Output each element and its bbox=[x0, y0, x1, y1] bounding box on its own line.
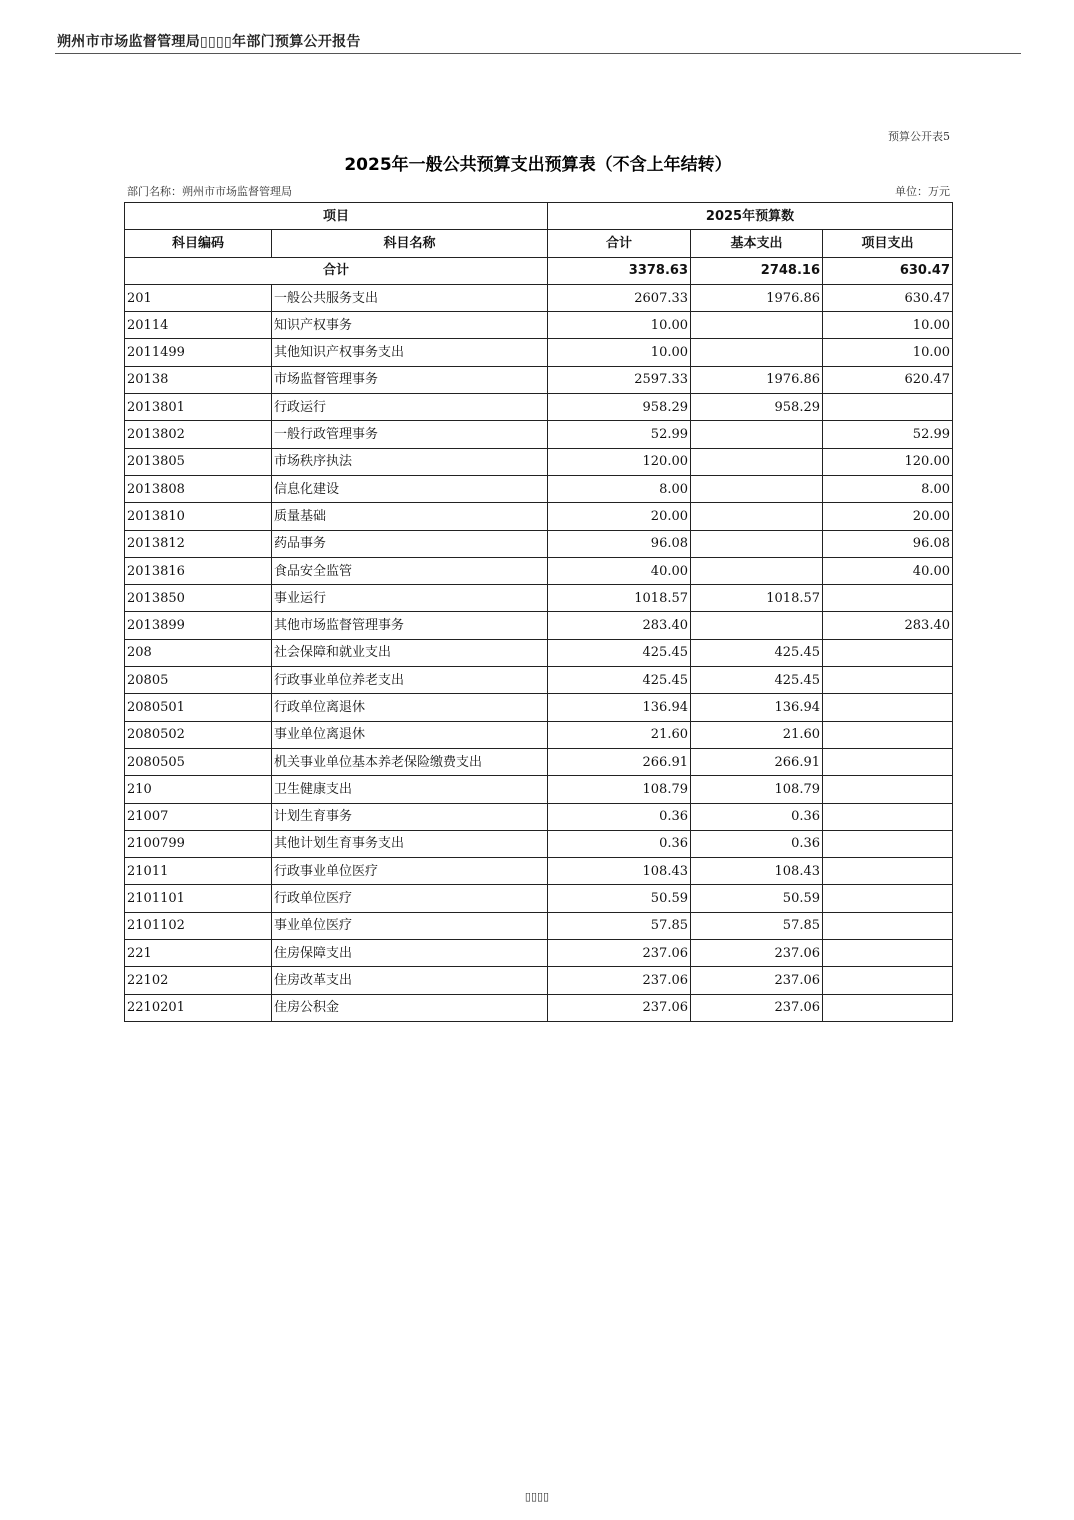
total-amount: 3378.63 bbox=[548, 257, 691, 284]
row-basic: 21.60 bbox=[691, 721, 823, 748]
row-name: 卫生健康支出 bbox=[272, 776, 548, 803]
table-row bbox=[125, 721, 953, 748]
table-row bbox=[125, 940, 953, 967]
row-project: 10.00 bbox=[823, 339, 953, 366]
table-row bbox=[125, 803, 953, 830]
row-total: 108.43 bbox=[548, 858, 691, 885]
row-code: 2013801 bbox=[125, 394, 272, 421]
row-code: 2013802 bbox=[125, 421, 272, 448]
page-number: ▯▯▯▯ bbox=[524, 1490, 550, 1503]
row-name: 行政单位离退休 bbox=[272, 694, 548, 721]
row-project: 630.47 bbox=[823, 284, 953, 311]
table-row bbox=[125, 667, 953, 694]
total-project: 630.47 bbox=[823, 257, 953, 284]
row-code: 2210201 bbox=[125, 994, 272, 1021]
row-basic bbox=[691, 421, 823, 448]
table-row bbox=[125, 748, 953, 775]
col-header-total: 合计 bbox=[548, 230, 691, 257]
row-basic: 0.36 bbox=[691, 830, 823, 857]
row-name: 其他计划生育事务支出 bbox=[272, 830, 548, 857]
row-basic: 1018.57 bbox=[691, 585, 823, 612]
col-header-name: 科目名称 bbox=[272, 230, 548, 257]
table-row bbox=[125, 776, 953, 803]
row-basic: 108.79 bbox=[691, 776, 823, 803]
row-basic: 237.06 bbox=[691, 967, 823, 994]
row-total: 237.06 bbox=[548, 940, 691, 967]
table-row bbox=[125, 967, 953, 994]
table-title: 2025年一般公共预算支出预算表（不含上年结转） bbox=[344, 155, 732, 175]
table-row bbox=[125, 694, 953, 721]
row-code: 20114 bbox=[125, 312, 272, 339]
table-row bbox=[125, 339, 953, 366]
total-label: 合计 bbox=[125, 257, 548, 284]
row-name: 行政运行 bbox=[272, 394, 548, 421]
row-total: 2597.33 bbox=[548, 366, 691, 393]
row-basic: 266.91 bbox=[691, 748, 823, 775]
row-basic bbox=[691, 530, 823, 557]
row-project: 40.00 bbox=[823, 557, 953, 584]
table-row bbox=[125, 994, 953, 1021]
row-total: 20.00 bbox=[548, 503, 691, 530]
table-row bbox=[125, 421, 953, 448]
table-row bbox=[125, 448, 953, 475]
row-name: 住房保障支出 bbox=[272, 940, 548, 967]
row-name: 事业运行 bbox=[272, 585, 548, 612]
group-header-row bbox=[125, 203, 953, 230]
row-project bbox=[823, 885, 953, 912]
row-project bbox=[823, 858, 953, 885]
row-project: 52.99 bbox=[823, 421, 953, 448]
table-row bbox=[125, 612, 953, 639]
row-total: 21.60 bbox=[548, 721, 691, 748]
row-name: 药品事务 bbox=[272, 530, 548, 557]
row-name: 住房改革支出 bbox=[272, 967, 548, 994]
row-project bbox=[823, 639, 953, 666]
table-row bbox=[125, 585, 953, 612]
row-code: 2101101 bbox=[125, 885, 272, 912]
group-header-project: 项目 bbox=[125, 203, 548, 230]
budget-table bbox=[124, 202, 953, 1022]
row-code: 2013812 bbox=[125, 530, 272, 557]
row-basic bbox=[691, 312, 823, 339]
row-total: 108.79 bbox=[548, 776, 691, 803]
table-row bbox=[125, 366, 953, 393]
table-row bbox=[125, 557, 953, 584]
row-name: 市场秩序执法 bbox=[272, 448, 548, 475]
row-code: 2100799 bbox=[125, 830, 272, 857]
row-name: 行政事业单位医疗 bbox=[272, 858, 548, 885]
row-name: 其他知识产权事务支出 bbox=[272, 339, 548, 366]
unit-label: 单位：万元 bbox=[895, 185, 950, 198]
row-basic bbox=[691, 612, 823, 639]
row-code: 2101102 bbox=[125, 912, 272, 939]
row-code: 221 bbox=[125, 940, 272, 967]
row-total: 425.45 bbox=[548, 639, 691, 666]
table-row bbox=[125, 885, 953, 912]
row-project bbox=[823, 830, 953, 857]
row-code: 20138 bbox=[125, 366, 272, 393]
row-project bbox=[823, 667, 953, 694]
row-code: 20805 bbox=[125, 667, 272, 694]
row-basic: 958.29 bbox=[691, 394, 823, 421]
row-code: 21011 bbox=[125, 858, 272, 885]
row-project bbox=[823, 803, 953, 830]
row-total: 425.45 bbox=[548, 667, 691, 694]
row-code: 2011499 bbox=[125, 339, 272, 366]
row-name: 信息化建设 bbox=[272, 475, 548, 502]
row-basic: 1976.86 bbox=[691, 366, 823, 393]
row-code: 201 bbox=[125, 284, 272, 311]
row-code: 2013810 bbox=[125, 503, 272, 530]
row-name: 知识产权事务 bbox=[272, 312, 548, 339]
row-basic: 1976.86 bbox=[691, 284, 823, 311]
row-total: 96.08 bbox=[548, 530, 691, 557]
table-number: 预算公开表5 bbox=[888, 130, 950, 143]
row-project bbox=[823, 585, 953, 612]
table-row bbox=[125, 912, 953, 939]
row-name: 行政事业单位养老支出 bbox=[272, 667, 548, 694]
row-code: 2080501 bbox=[125, 694, 272, 721]
table-row bbox=[125, 284, 953, 311]
col-header-basic: 基本支出 bbox=[691, 230, 823, 257]
row-code: 22102 bbox=[125, 967, 272, 994]
row-code: 21007 bbox=[125, 803, 272, 830]
row-code: 2013808 bbox=[125, 475, 272, 502]
table-row bbox=[125, 503, 953, 530]
row-project: 283.40 bbox=[823, 612, 953, 639]
row-name: 事业单位离退休 bbox=[272, 721, 548, 748]
row-basic: 0.36 bbox=[691, 803, 823, 830]
row-name: 社会保障和就业支出 bbox=[272, 639, 548, 666]
table-row bbox=[125, 312, 953, 339]
row-code: 208 bbox=[125, 639, 272, 666]
row-project bbox=[823, 967, 953, 994]
row-total: 120.00 bbox=[548, 448, 691, 475]
row-project: 8.00 bbox=[823, 475, 953, 502]
row-total: 10.00 bbox=[548, 339, 691, 366]
row-basic: 237.06 bbox=[691, 940, 823, 967]
total-row bbox=[125, 257, 953, 284]
row-code: 210 bbox=[125, 776, 272, 803]
table-row bbox=[125, 530, 953, 557]
row-code: 2080502 bbox=[125, 721, 272, 748]
row-total: 958.29 bbox=[548, 394, 691, 421]
row-name: 一般行政管理事务 bbox=[272, 421, 548, 448]
row-basic bbox=[691, 557, 823, 584]
row-name: 一般公共服务支出 bbox=[272, 284, 548, 311]
row-code: 2013805 bbox=[125, 448, 272, 475]
row-project: 96.08 bbox=[823, 530, 953, 557]
row-name: 事业单位医疗 bbox=[272, 912, 548, 939]
row-total: 237.06 bbox=[548, 967, 691, 994]
row-project bbox=[823, 776, 953, 803]
row-code: 2013850 bbox=[125, 585, 272, 612]
row-total: 0.36 bbox=[548, 803, 691, 830]
row-total: 237.06 bbox=[548, 994, 691, 1021]
row-basic bbox=[691, 503, 823, 530]
table-row bbox=[125, 639, 953, 666]
total-basic: 2748.16 bbox=[691, 257, 823, 284]
row-basic: 57.85 bbox=[691, 912, 823, 939]
row-code: 2080505 bbox=[125, 748, 272, 775]
row-basic bbox=[691, 339, 823, 366]
row-basic: 50.59 bbox=[691, 885, 823, 912]
col-header-project: 项目支出 bbox=[823, 230, 953, 257]
row-project bbox=[823, 394, 953, 421]
row-project: 20.00 bbox=[823, 503, 953, 530]
row-total: 8.00 bbox=[548, 475, 691, 502]
row-total: 52.99 bbox=[548, 421, 691, 448]
row-project bbox=[823, 912, 953, 939]
row-project: 120.00 bbox=[823, 448, 953, 475]
row-name: 其他市场监督管理事务 bbox=[272, 612, 548, 639]
row-total: 10.00 bbox=[548, 312, 691, 339]
row-code: 2013899 bbox=[125, 612, 272, 639]
row-total: 57.85 bbox=[548, 912, 691, 939]
row-name: 行政单位医疗 bbox=[272, 885, 548, 912]
row-total: 266.91 bbox=[548, 748, 691, 775]
row-basic: 237.06 bbox=[691, 994, 823, 1021]
group-header-budget: 2025年预算数 bbox=[548, 203, 953, 230]
row-total: 0.36 bbox=[548, 830, 691, 857]
row-total: 136.94 bbox=[548, 694, 691, 721]
row-name: 食品安全监管 bbox=[272, 557, 548, 584]
row-name: 机关事业单位基本养老保险缴费支出 bbox=[272, 748, 548, 775]
row-name: 住房公积金 bbox=[272, 994, 548, 1021]
row-basic: 425.45 bbox=[691, 639, 823, 666]
row-project bbox=[823, 940, 953, 967]
running-header: 朔州市市场监督管理局▯▯▯▯年部门预算公开报告 bbox=[57, 34, 361, 50]
row-total: 283.40 bbox=[548, 612, 691, 639]
row-project bbox=[823, 748, 953, 775]
header-divider bbox=[55, 53, 1021, 54]
column-header-row bbox=[125, 230, 953, 257]
row-project bbox=[823, 694, 953, 721]
row-name: 质量基础 bbox=[272, 503, 548, 530]
row-total: 40.00 bbox=[548, 557, 691, 584]
row-basic: 425.45 bbox=[691, 667, 823, 694]
row-name: 市场监督管理事务 bbox=[272, 366, 548, 393]
table-row bbox=[125, 394, 953, 421]
row-project: 620.47 bbox=[823, 366, 953, 393]
row-total: 50.59 bbox=[548, 885, 691, 912]
row-name: 计划生育事务 bbox=[272, 803, 548, 830]
table-row bbox=[125, 858, 953, 885]
col-header-code: 科目编码 bbox=[125, 230, 272, 257]
row-project: 10.00 bbox=[823, 312, 953, 339]
row-project bbox=[823, 721, 953, 748]
row-basic bbox=[691, 475, 823, 502]
row-basic: 136.94 bbox=[691, 694, 823, 721]
row-code: 2013816 bbox=[125, 557, 272, 584]
table-row bbox=[125, 830, 953, 857]
table-row bbox=[125, 475, 953, 502]
row-total: 1018.57 bbox=[548, 585, 691, 612]
row-basic: 108.43 bbox=[691, 858, 823, 885]
row-basic bbox=[691, 448, 823, 475]
row-project bbox=[823, 994, 953, 1021]
department-label: 部门名称：朔州市市场监督管理局 bbox=[127, 185, 292, 198]
row-total: 2607.33 bbox=[548, 284, 691, 311]
